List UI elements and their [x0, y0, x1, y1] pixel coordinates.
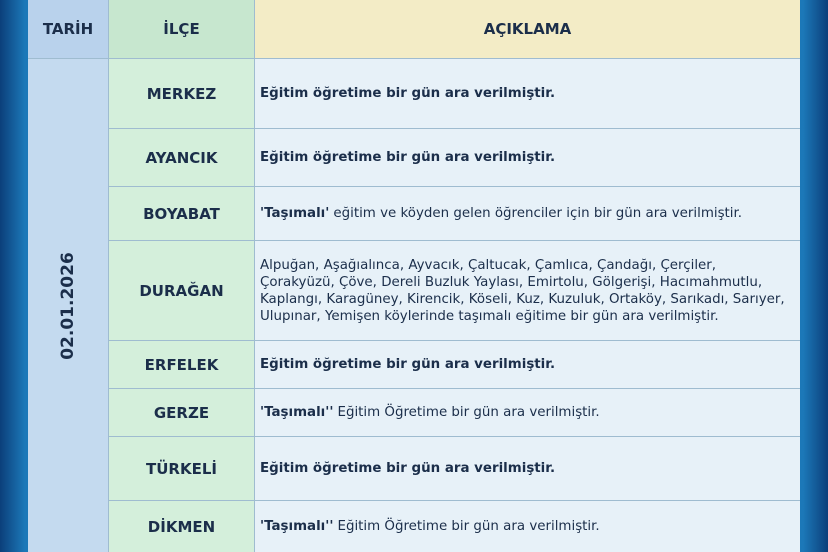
- ilce-cell: GERZE: [108, 389, 254, 436]
- description-lead: 'Taşımalı': [260, 206, 330, 221]
- header-tarih: TARİH: [28, 0, 108, 58]
- description-cell: [254, 341, 800, 388]
- ilce-cell: MERKEZ: [108, 59, 254, 128]
- table-row: [108, 436, 800, 500]
- table-row: [108, 240, 800, 340]
- ilce-cell: BOYABAT: [108, 187, 254, 240]
- ilce-cell: DİKMEN: [108, 501, 254, 552]
- ilce-cell: ERFELEK: [108, 341, 254, 388]
- description-lead: 'Taşımalı'': [260, 405, 334, 420]
- date-cell: [28, 58, 108, 552]
- description-text: Eğitim öğretime bir gün ara verilmiştir.: [260, 357, 556, 372]
- description-cell: [254, 437, 800, 500]
- table-row: [108, 500, 800, 552]
- table-row: [108, 340, 800, 388]
- description-text: Eğitim Öğretime bir gün ara verilmiştir.: [337, 405, 600, 420]
- table-row: [108, 388, 800, 436]
- description-cell: [254, 389, 800, 436]
- table-row: [108, 128, 800, 186]
- description-cell: [254, 129, 800, 186]
- description-cell: [254, 59, 800, 128]
- ilce-cell: DURAĞAN: [108, 241, 254, 340]
- header-ilce: İLÇE: [108, 0, 254, 58]
- date-text: 02.01.2026: [58, 251, 79, 360]
- description-text: Eğitim öğretime bir gün ara verilmiştir.: [260, 86, 556, 101]
- announcement-table: [28, 0, 800, 552]
- description-text: Eğitim öğretime bir gün ara verilmiştir.: [260, 461, 556, 476]
- description-cell: [254, 187, 800, 240]
- description-text: eğitim ve köyden gelen öğrenciler için bir gün ara verilmiştir.: [333, 206, 743, 221]
- description-text: Eğitim öğretime bir gün ara verilmiştir.: [260, 150, 556, 165]
- description-text: Alpuğan, Aşağıalınca, Ayvacık, Çaltucak, Çamlıca, Çandağı, Çerçiler, Çorakyüzü, Çöve, Dereli Buzluk Yaylası, Emirtolu, Gölgerişi, Hacımahmutlu, Kaplangı, Karagüney, Kirencik, Köseli, Kuz, Kuzuluk, Ortaköy, Sarıkadı, Sarıyer, Ulupınar, Yemişen köylerinde taşımalı eğitime bir gün ara verilmiştir.: [260, 257, 785, 324]
- header-aciklama: AÇIKLAMA: [254, 0, 800, 58]
- description-cell: [254, 241, 800, 340]
- ilce-cell: AYANCIK: [108, 129, 254, 186]
- description-cell: [254, 501, 800, 552]
- table-row: [108, 186, 800, 240]
- table-row: [108, 58, 800, 128]
- ilce-cell: TÜRKELİ: [108, 437, 254, 500]
- description-lead: 'Taşımalı'': [260, 519, 334, 534]
- description-text: Eğitim Öğretime bir gün ara verilmiştir.: [337, 519, 600, 534]
